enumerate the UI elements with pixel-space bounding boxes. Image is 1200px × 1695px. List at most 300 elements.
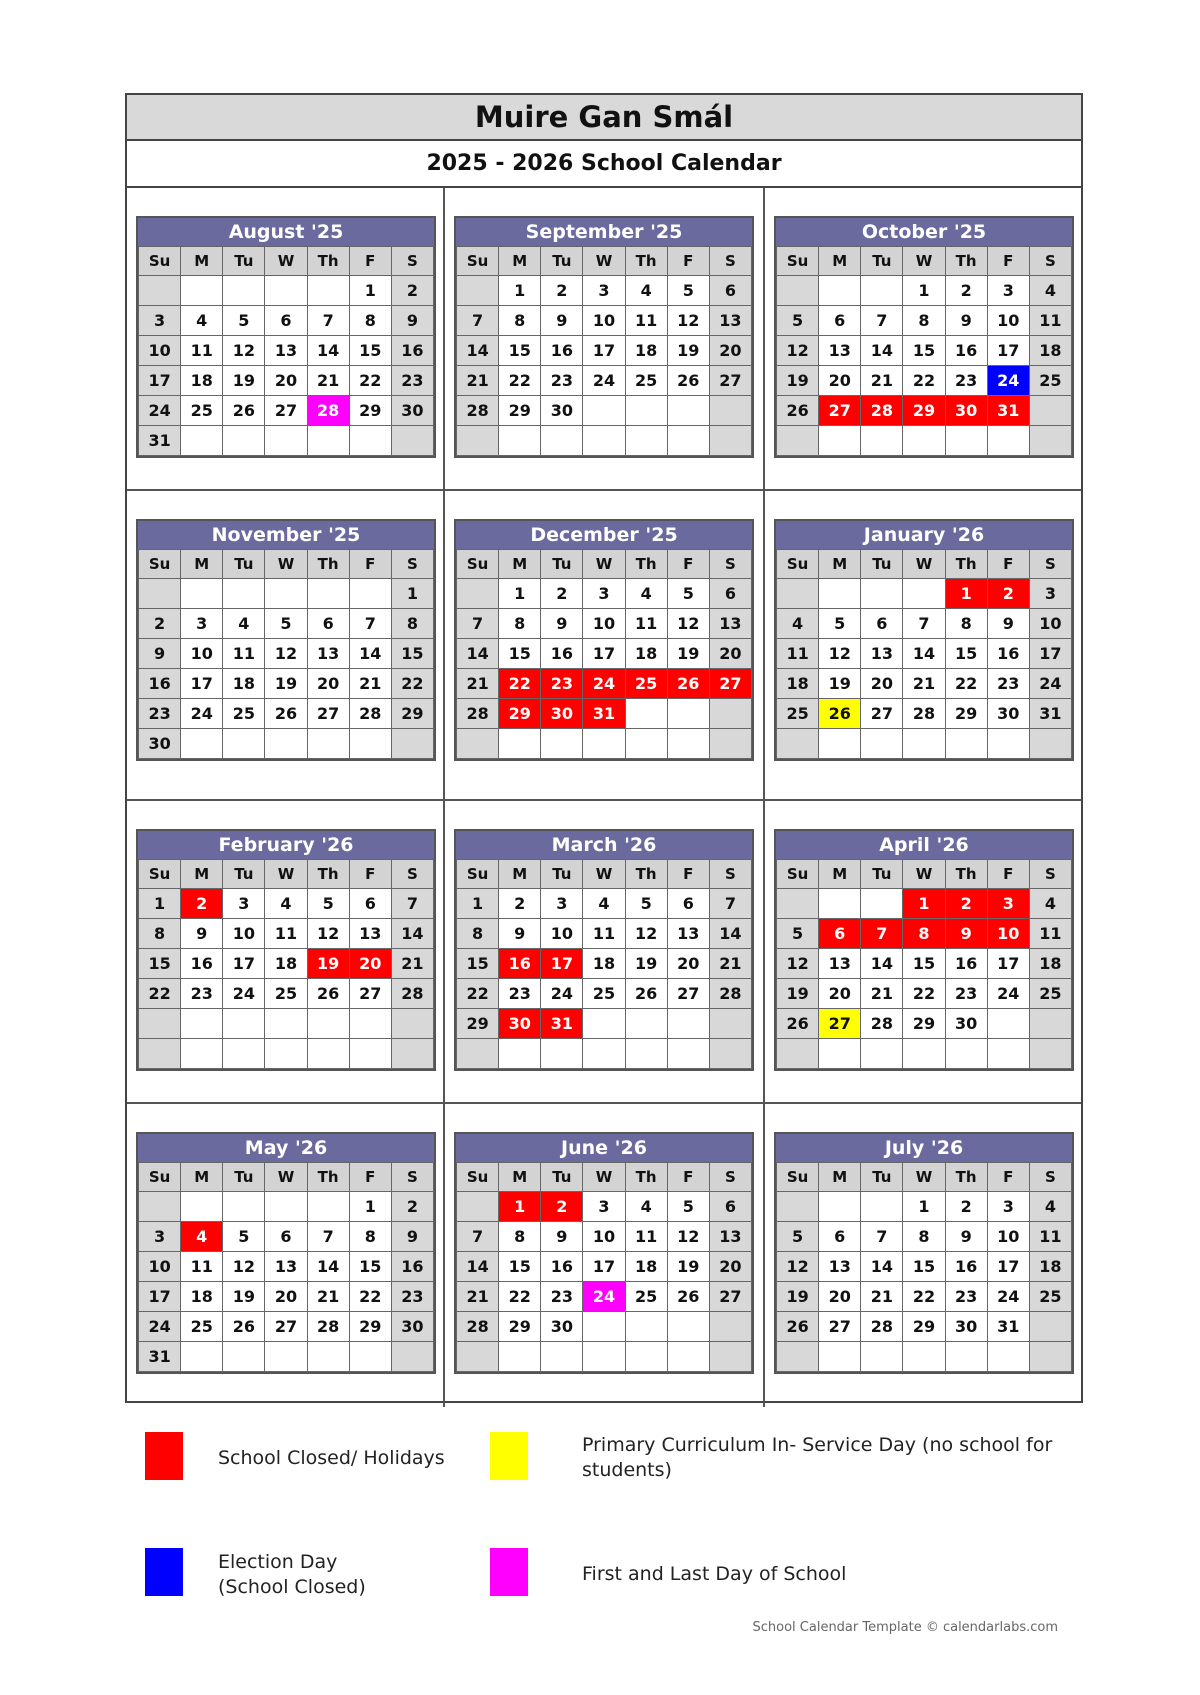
day-cell (265, 276, 307, 306)
calendar-subtitle: 2025 - 2026 School Calendar (127, 141, 1081, 188)
day-cell: 20 (819, 1282, 861, 1312)
day-cell: 28 (307, 1312, 349, 1342)
day-of-week-header: Su (777, 1163, 819, 1192)
week-row (777, 729, 1072, 759)
day-cell: 16 (945, 336, 987, 366)
week-row (777, 1009, 1072, 1039)
day-cell (945, 1039, 987, 1069)
month-table (456, 1162, 752, 1372)
day-cell (709, 1312, 751, 1342)
day-cell: 20 (819, 979, 861, 1009)
day-cell: 31 (139, 1342, 181, 1372)
day-cell (667, 699, 709, 729)
day-cell: 20 (265, 366, 307, 396)
day-cell: 14 (391, 919, 433, 949)
day-of-week-header: F (667, 247, 709, 276)
week-row (777, 1039, 1072, 1069)
week-row (777, 1282, 1072, 1312)
day-cell: 9 (391, 306, 433, 336)
day-cell: 1 (903, 889, 945, 919)
day-cell: 19 (625, 949, 667, 979)
day-cell (861, 579, 903, 609)
month-table (456, 246, 752, 456)
day-cell (667, 1039, 709, 1069)
day-cell (265, 1342, 307, 1372)
day-of-week-header: Th (945, 1163, 987, 1192)
day-cell: 7 (861, 919, 903, 949)
day-cell (987, 1009, 1029, 1039)
day-cell: 13 (265, 1252, 307, 1282)
day-cell: 23 (541, 1282, 583, 1312)
day-cell: 3 (541, 889, 583, 919)
week-row (457, 1312, 752, 1342)
day-cell (307, 1039, 349, 1069)
day-cell: 30 (987, 699, 1029, 729)
day-cell: 22 (457, 979, 499, 1009)
day-of-week-header: S (709, 860, 751, 889)
day-cell: 11 (625, 609, 667, 639)
day-cell: 29 (457, 1009, 499, 1039)
day-of-week-header: M (499, 247, 541, 276)
day-cell: 23 (945, 366, 987, 396)
day-cell: 15 (945, 639, 987, 669)
day-cell: 1 (903, 276, 945, 306)
month-name: August '25 (138, 218, 434, 246)
day-cell: 13 (709, 306, 751, 336)
day-cell: 13 (861, 639, 903, 669)
day-cell: 18 (265, 949, 307, 979)
day-cell: 16 (181, 949, 223, 979)
day-cell: 19 (265, 669, 307, 699)
week-row (457, 699, 752, 729)
day-of-week-header: Tu (223, 247, 265, 276)
day-cell: 7 (861, 1222, 903, 1252)
day-cell: 17 (987, 1252, 1029, 1282)
day-cell: 3 (181, 609, 223, 639)
day-cell: 22 (391, 669, 433, 699)
day-cell: 12 (307, 919, 349, 949)
week-row (457, 1342, 752, 1372)
week-row (777, 979, 1072, 1009)
day-cell (1029, 1009, 1071, 1039)
day-cell (181, 1009, 223, 1039)
day-cell: 28 (709, 979, 751, 1009)
day-cell: 3 (1029, 579, 1071, 609)
week-row (457, 1192, 752, 1222)
day-cell (777, 889, 819, 919)
day-cell: 29 (349, 396, 391, 426)
day-cell (181, 1342, 223, 1372)
day-cell: 28 (307, 396, 349, 426)
day-cell (709, 1039, 751, 1069)
day-cell: 22 (499, 1282, 541, 1312)
week-row (139, 669, 434, 699)
day-cell: 30 (945, 1009, 987, 1039)
day-cell (625, 1009, 667, 1039)
day-cell: 29 (903, 396, 945, 426)
day-of-week-header: M (499, 860, 541, 889)
week-row (139, 366, 434, 396)
day-cell: 26 (625, 979, 667, 1009)
day-cell (499, 729, 541, 759)
day-of-week-header: W (265, 1163, 307, 1192)
day-cell: 13 (819, 949, 861, 979)
day-cell: 21 (903, 669, 945, 699)
day-cell: 4 (583, 889, 625, 919)
day-cell: 25 (625, 669, 667, 699)
day-cell: 29 (903, 1009, 945, 1039)
day-of-week-header: Th (625, 860, 667, 889)
day-of-week-header: S (1029, 1163, 1071, 1192)
day-cell: 5 (667, 579, 709, 609)
day-cell: 5 (819, 609, 861, 639)
day-cell: 18 (777, 669, 819, 699)
day-cell: 18 (583, 949, 625, 979)
month-table (776, 246, 1072, 456)
month-cell (127, 801, 445, 1104)
day-cell: 11 (181, 1252, 223, 1282)
day-cell: 14 (457, 639, 499, 669)
week-row (457, 669, 752, 699)
day-cell (987, 1342, 1029, 1372)
day-cell: 12 (819, 639, 861, 669)
day-cell: 23 (181, 979, 223, 1009)
day-cell: 21 (861, 979, 903, 1009)
month-name: April '26 (776, 831, 1072, 859)
day-cell: 25 (1029, 979, 1071, 1009)
day-of-week-header: W (583, 860, 625, 889)
day-of-week-header: Su (139, 1163, 181, 1192)
day-cell: 28 (903, 699, 945, 729)
week-row (139, 1282, 434, 1312)
day-cell: 13 (709, 1222, 751, 1252)
day-cell: 4 (625, 579, 667, 609)
day-cell: 12 (223, 1252, 265, 1282)
day-cell: 15 (349, 336, 391, 366)
day-cell: 1 (945, 579, 987, 609)
day-cell: 6 (307, 609, 349, 639)
day-cell (457, 729, 499, 759)
week-row (777, 306, 1072, 336)
day-cell: 9 (541, 306, 583, 336)
day-cell (625, 729, 667, 759)
day-cell: 15 (391, 639, 433, 669)
day-cell: 24 (181, 699, 223, 729)
day-of-week-header: Th (945, 860, 987, 889)
day-cell (457, 426, 499, 456)
day-cell (265, 579, 307, 609)
day-cell: 7 (709, 889, 751, 919)
day-of-week-header: W (903, 860, 945, 889)
month-cell (765, 188, 1081, 491)
day-cell: 7 (457, 306, 499, 336)
day-cell: 25 (265, 979, 307, 1009)
week-row (457, 609, 752, 639)
day-cell: 28 (861, 396, 903, 426)
day-of-week-header: M (819, 1163, 861, 1192)
day-cell (861, 1192, 903, 1222)
day-cell: 16 (541, 639, 583, 669)
day-cell: 11 (265, 919, 307, 949)
day-cell: 3 (987, 276, 1029, 306)
school-name: Muire Gan Smál (127, 95, 1081, 141)
day-of-week-header: Tu (541, 550, 583, 579)
week-row (777, 1312, 1072, 1342)
day-cell (349, 1009, 391, 1039)
week-row (777, 669, 1072, 699)
week-row (777, 949, 1072, 979)
day-cell (861, 1039, 903, 1069)
day-cell (625, 396, 667, 426)
day-cell (541, 729, 583, 759)
day-cell (583, 1009, 625, 1039)
day-cell (861, 1342, 903, 1372)
day-cell: 5 (625, 889, 667, 919)
day-cell (349, 729, 391, 759)
week-row (457, 639, 752, 669)
month-table (456, 859, 752, 1069)
day-cell (307, 579, 349, 609)
day-cell: 7 (457, 1222, 499, 1252)
day-cell: 1 (903, 1192, 945, 1222)
day-cell (583, 396, 625, 426)
week-row (457, 1222, 752, 1252)
day-of-week-header: Th (945, 550, 987, 579)
day-cell: 8 (457, 919, 499, 949)
month-name: February '26 (138, 831, 434, 859)
day-cell: 13 (349, 919, 391, 949)
week-row (139, 276, 434, 306)
calendar-frame (125, 93, 1083, 1403)
day-cell: 20 (709, 336, 751, 366)
day-cell (457, 1192, 499, 1222)
day-cell: 21 (391, 949, 433, 979)
day-cell (903, 1039, 945, 1069)
month-cell (765, 491, 1081, 801)
day-cell: 2 (945, 889, 987, 919)
month-cell (127, 1104, 445, 1407)
week-row (139, 1222, 434, 1252)
day-cell: 24 (987, 979, 1029, 1009)
day-cell (139, 1039, 181, 1069)
day-cell: 10 (541, 919, 583, 949)
day-cell: 8 (903, 919, 945, 949)
day-cell: 19 (777, 1282, 819, 1312)
day-cell (1029, 729, 1071, 759)
legend-closed-label: School Closed/ Holidays (218, 1447, 445, 1469)
day-cell: 25 (625, 1282, 667, 1312)
day-cell: 10 (583, 1222, 625, 1252)
day-of-week-header: Su (457, 247, 499, 276)
day-cell: 21 (457, 366, 499, 396)
week-row (139, 1252, 434, 1282)
day-cell: 1 (139, 889, 181, 919)
day-cell: 11 (181, 336, 223, 366)
day-cell: 26 (667, 366, 709, 396)
day-cell: 26 (667, 1282, 709, 1312)
day-cell: 27 (265, 396, 307, 426)
legend-inservice-label: Primary Curriculum In- Service Day (no school for students) (582, 1434, 1053, 1481)
day-of-week-header: Su (777, 550, 819, 579)
day-cell (903, 579, 945, 609)
day-cell (819, 1192, 861, 1222)
day-cell: 21 (709, 949, 751, 979)
day-cell (903, 729, 945, 759)
day-cell (667, 729, 709, 759)
day-cell: 4 (777, 609, 819, 639)
day-cell: 12 (777, 949, 819, 979)
day-cell: 28 (457, 1312, 499, 1342)
day-cell: 15 (499, 639, 541, 669)
day-cell: 3 (139, 1222, 181, 1252)
day-cell: 12 (667, 609, 709, 639)
day-cell: 31 (1029, 699, 1071, 729)
day-cell: 9 (945, 1222, 987, 1252)
day-cell (777, 1342, 819, 1372)
week-row (139, 729, 434, 759)
day-cell: 24 (987, 366, 1029, 396)
day-cell: 3 (223, 889, 265, 919)
day-cell: 5 (223, 306, 265, 336)
day-cell (625, 1312, 667, 1342)
day-cell: 10 (223, 919, 265, 949)
day-cell: 4 (1029, 1192, 1071, 1222)
day-cell: 30 (945, 1312, 987, 1342)
week-row (139, 1039, 434, 1069)
day-cell: 27 (709, 669, 751, 699)
day-cell: 8 (499, 609, 541, 639)
week-row (777, 919, 1072, 949)
day-cell: 18 (625, 639, 667, 669)
day-cell (223, 426, 265, 456)
day-cell: 15 (139, 949, 181, 979)
day-of-week-header: W (265, 247, 307, 276)
day-of-week-header: Tu (861, 247, 903, 276)
day-cell (709, 396, 751, 426)
day-cell (223, 1039, 265, 1069)
day-cell: 30 (541, 1312, 583, 1342)
day-cell: 9 (945, 306, 987, 336)
month-cell (765, 801, 1081, 1104)
day-of-week-header: Su (777, 860, 819, 889)
day-cell: 5 (667, 1192, 709, 1222)
day-cell (223, 276, 265, 306)
week-row (139, 919, 434, 949)
day-cell: 25 (625, 366, 667, 396)
week-row (777, 1252, 1072, 1282)
day-cell: 15 (903, 336, 945, 366)
day-cell: 5 (223, 1222, 265, 1252)
day-cell: 2 (945, 1192, 987, 1222)
day-cell (307, 426, 349, 456)
day-cell (181, 729, 223, 759)
day-of-week-header: M (819, 247, 861, 276)
day-cell: 19 (307, 949, 349, 979)
month-name: November '25 (138, 521, 434, 549)
month-name: May '26 (138, 1134, 434, 1162)
day-of-week-header: Su (777, 247, 819, 276)
day-cell: 31 (583, 699, 625, 729)
day-cell: 23 (499, 979, 541, 1009)
day-cell: 19 (223, 366, 265, 396)
day-cell: 4 (1029, 889, 1071, 919)
day-cell: 12 (667, 306, 709, 336)
day-cell: 6 (265, 306, 307, 336)
day-cell (1029, 396, 1071, 426)
day-cell: 20 (819, 366, 861, 396)
month-cell (127, 188, 445, 491)
day-of-week-header: M (181, 1163, 223, 1192)
day-cell (819, 426, 861, 456)
day-cell: 22 (945, 669, 987, 699)
day-cell (583, 1342, 625, 1372)
day-cell (667, 1342, 709, 1372)
day-cell: 22 (903, 1282, 945, 1312)
day-cell: 2 (181, 889, 223, 919)
day-of-week-header: M (819, 860, 861, 889)
day-cell: 30 (139, 729, 181, 759)
week-row (777, 1222, 1072, 1252)
day-cell (1029, 1312, 1071, 1342)
day-cell: 14 (861, 336, 903, 366)
day-of-week-header: Su (139, 247, 181, 276)
day-cell: 18 (625, 1252, 667, 1282)
day-cell: 3 (583, 1192, 625, 1222)
day-cell: 16 (541, 336, 583, 366)
day-cell: 31 (541, 1009, 583, 1039)
day-cell (139, 1009, 181, 1039)
day-cell: 5 (307, 889, 349, 919)
day-cell: 7 (457, 609, 499, 639)
day-cell: 28 (457, 396, 499, 426)
day-cell: 1 (499, 276, 541, 306)
day-cell: 27 (861, 699, 903, 729)
day-cell (223, 579, 265, 609)
day-cell: 6 (709, 1192, 751, 1222)
day-cell (541, 426, 583, 456)
day-cell (625, 699, 667, 729)
day-cell: 3 (139, 306, 181, 336)
day-cell: 22 (349, 366, 391, 396)
day-cell: 16 (139, 669, 181, 699)
day-cell: 10 (987, 1222, 1029, 1252)
day-cell: 6 (265, 1222, 307, 1252)
day-of-week-header: Th (307, 1163, 349, 1192)
day-of-week-header: F (667, 860, 709, 889)
day-cell: 17 (181, 669, 223, 699)
day-cell: 2 (541, 276, 583, 306)
day-cell: 29 (391, 699, 433, 729)
month-cell (445, 801, 765, 1104)
day-cell (861, 276, 903, 306)
day-of-week-header: W (583, 1163, 625, 1192)
week-row (457, 979, 752, 1009)
month-table (776, 859, 1072, 1069)
day-cell: 28 (861, 1312, 903, 1342)
day-cell (1029, 1039, 1071, 1069)
week-row (777, 1192, 1072, 1222)
day-of-week-header: W (583, 247, 625, 276)
day-of-week-header: F (349, 1163, 391, 1192)
day-cell: 22 (499, 669, 541, 699)
day-cell (945, 729, 987, 759)
day-cell: 1 (349, 276, 391, 306)
day-cell: 17 (987, 336, 1029, 366)
day-cell: 24 (223, 979, 265, 1009)
day-cell (139, 1192, 181, 1222)
day-cell: 17 (1029, 639, 1071, 669)
day-cell: 8 (903, 1222, 945, 1252)
